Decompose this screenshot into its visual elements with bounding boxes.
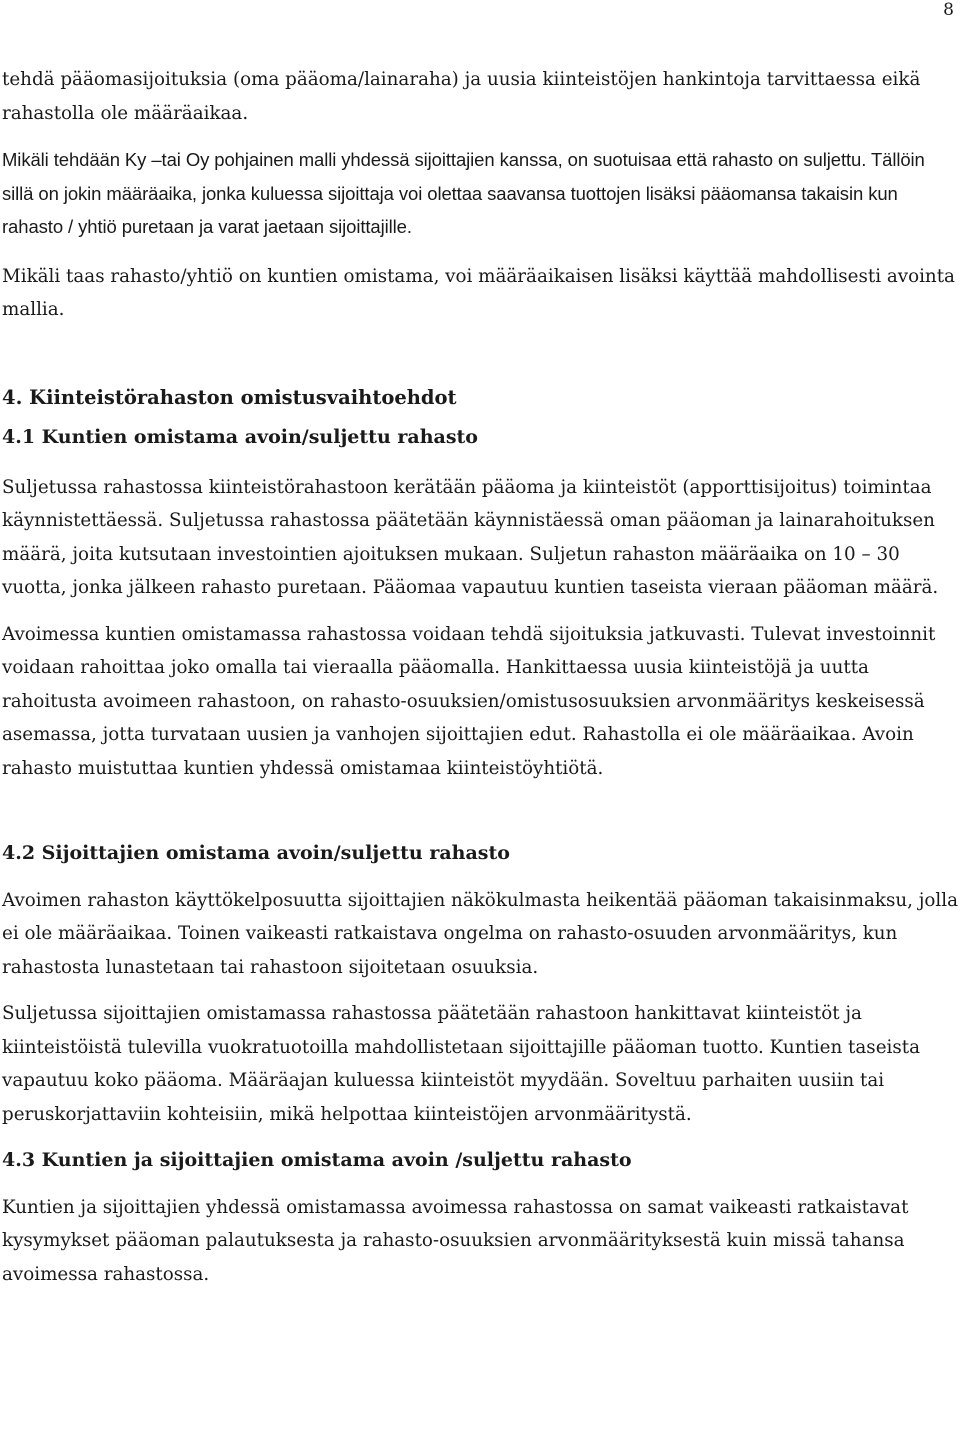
page-number: 8 <box>943 0 954 20</box>
section-4-2-paragraph-2: Suljetussa sijoittajien omistamassa rahastossa päätetään rahastoon hankittavat kiinteistöt ja kiinteistöistä tulevilla vuokratuotoilla mahdollistetaan sijoittajille pääoman tuotto. Kuntien taseista vapautuu koko pääoma. Määräajan kuluessa kiinteistöt myydään. Soveltuu parhaiten uusiin tai peruskorjattaviin kohteisiin, mikä helpottaa kiinteistöjen arvonmääritystä. <box>2 1003 920 1125</box>
paragraph-ky-oy-model: Mikäli tehdään Ky –tai Oy pohjainen malli yhdessä sijoittajien kanssa, on suotuisaa että rahasto on suljettu. Tällöin sillä on jokin määräaika, jonka kuluessa sijoittaja voi olettaa saavansa tuottojen lisäksi pääomansa takaisin kun rahasto / yhtiö puretaan ja varat jaetaan sijoittajille. <box>2 149 925 237</box>
document-body <box>2 63 960 1291</box>
section-4-3-paragraph-1: Kuntien ja sijoittajien yhdessä omistamassa avoimessa rahastossa on samat vaikeasti ratkaistavat kysymykset pääoman palautuksesta ja rahasto-osuuksien arvonmäärityksestä kuin missä tahansa avoimessa rahastossa. <box>2 1196 909 1285</box>
section-4-1-paragraph-2: Avoimessa kuntien omistamassa rahastossa voidaan tehdä sijoituksia jatkuvasti. Tulevat investoinnit voidaan rahoittaa joko omalla tai vieraalla pääomalla. Hankittaessa uusia kiinteistöjä ja uutta rahoitusta avoimeen rahastoon, on rahasto-osuuksien/omistusosuuksien arvonmääritys keskeisessä asemassa, jotta turvataan uusien ja vanhojen sijoittajien edut. Rahastolla ei ole määräaikaa. Avoin rahasto muistuttaa kuntien yhdessä omistamaa kiinteistöyhtiötä. <box>2 623 936 779</box>
section-4-1-heading: 4.1 Kuntien omistama avoin/suljettu rahasto <box>2 426 478 448</box>
section-4-3-heading: 4.3 Kuntien ja sijoittajien omistama avoin /suljettu rahasto <box>2 1149 632 1171</box>
section-4-2-paragraph-1: Avoimen rahaston käyttökelposuutta sijoittajien näkökulmasta heikentää pääoman takaisinmaksu, jolla ei ole määräaikaa. Toinen vaikeasti ratkaistava ongelma on rahasto-osuuden arvonmääritys, kun rahastosta lunastetaan tai rahastoon sijoitetaan osuuksia. <box>2 889 959 978</box>
section-4-heading: 4. Kiinteistörahaston omistusvaihtoehdot <box>2 385 457 409</box>
paragraph-municipal-open-model: Mikäli taas rahasto/yhtiö on kuntien omistama, voi määräaikaisen lisäksi käyttää mahdollisesti avointa mallia. <box>2 265 955 320</box>
paragraph-intro-continuation: tehdä pääomasijoituksia (oma pääoma/lainaraha) ja uusia kiinteistöjen hankintoja tarvittaessa eikä rahastolla ole määräaikaa. <box>2 69 921 124</box>
section-4-1-paragraph-1: Suljetussa rahastossa kiinteistörahastoon kerätään pääoma ja kiinteistöt (apporttisijoitus) toimintaa käynnistettäessä. Suljetussa rahastossa päätetään käynnistäessä oman pääoman ja lainarahoituksen määrä, joita kutsutaan investointien ajoituksen mukaan. Suljetun rahaston määräaika on 10 – 30 vuotta, jonka jälkeen rahasto puretaan. Pääomaa vapautuu kuntien taseista vieraan pääoman määrä. <box>2 476 939 598</box>
section-4-2-heading: 4.2 Sijoittajien omistama avoin/suljettu rahasto <box>2 842 510 864</box>
